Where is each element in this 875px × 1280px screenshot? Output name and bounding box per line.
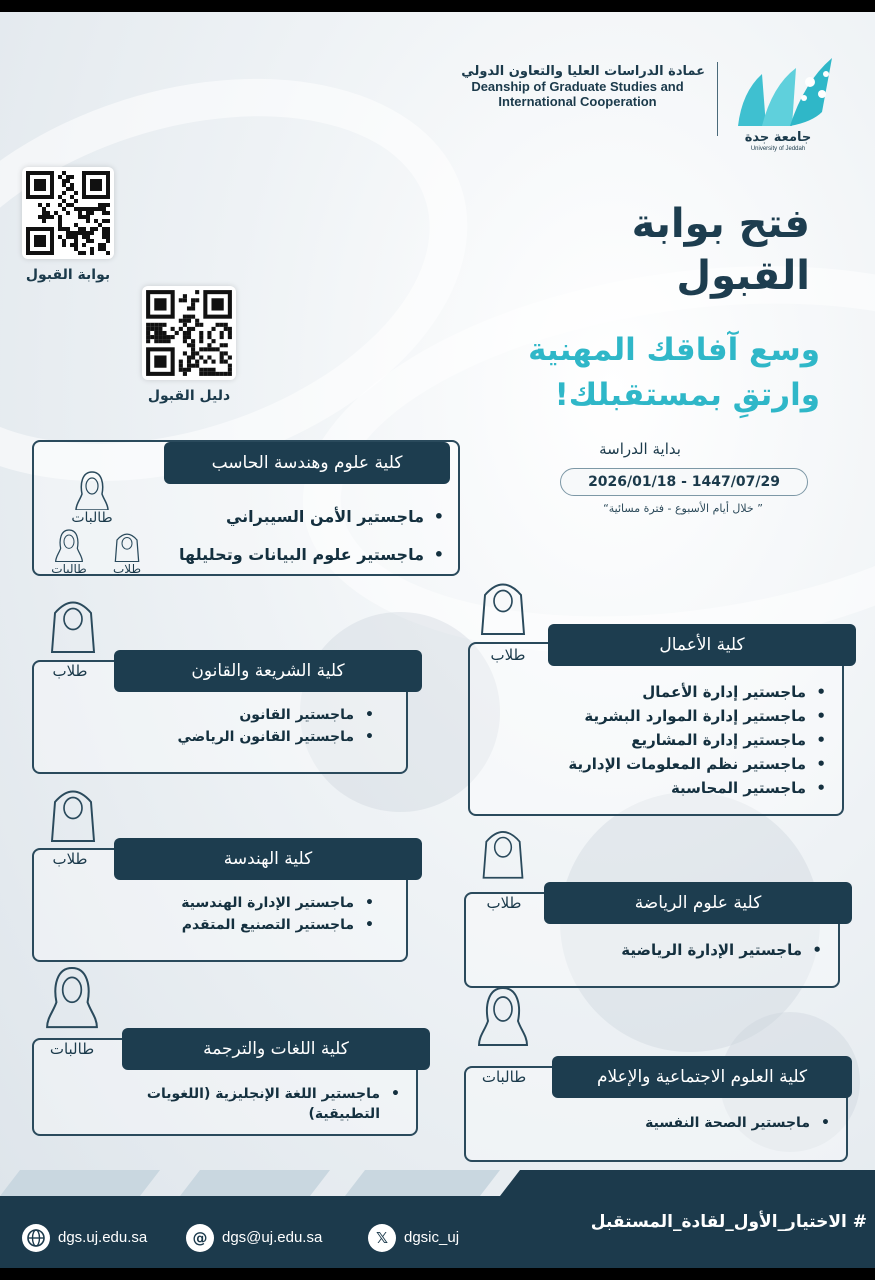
male-student-icon [476,572,530,636]
female-student-icon [44,962,100,1030]
gender-label: طلاب [490,646,526,664]
qr-code-icon [22,167,114,259]
program-item: • ماجستير إدارة المشاريع [486,728,806,752]
header-divider [717,62,718,136]
gender-label: طلاب [486,894,522,912]
female-student-icon [54,528,84,562]
program-list [486,680,828,800]
college-title: كلية علوم الرياضة [544,882,852,924]
decorative-wave [0,1170,875,1196]
university-name-arabic: جامعة جدة [744,130,812,145]
program-list [80,1084,402,1124]
admission-guide-label: دليل القبول [147,388,231,404]
admission-guide-qr[interactable] [142,286,236,380]
male-student-icon [478,820,528,880]
program-item: • ماجستير إدارة الموارد البشرية [486,704,806,728]
program-list [550,1112,832,1134]
gender-label: طالبات [481,1068,527,1086]
university-name-english: University of Jeddah [750,146,806,152]
program-list [542,938,824,962]
gender-label: طلاب [52,662,88,680]
program-list [94,892,376,936]
program-item: • ماجستير الصحة النفسية [550,1112,810,1134]
social-handle-link[interactable]: dgsic_uj [404,1229,460,1246]
website-link[interactable]: dgs.uj.edu.sa [58,1229,148,1246]
college-card-engineering [32,848,408,962]
tagline [470,328,820,418]
program-item: • ماجستير الإدارة الهندسية [94,892,354,914]
program-item: • ماجستير اللغة الإنجليزية (اللغويات التطبيقية) [80,1084,380,1124]
admission-portal-label: بوابة القبول [25,267,111,283]
program-item: • ماجستير علوم البيانات وتحليلها [124,536,424,574]
program-item: • ماجستير المحاسبة [486,776,806,800]
program-item: • ماجستير القانون [94,704,354,726]
male-student-icon [46,590,100,654]
female-student-icon [476,982,530,1048]
college-title: كلية الهندسة [114,838,422,880]
college-title: كلية علوم وهندسة الحاسب [164,442,450,484]
deanship-english-line1: Deanship of Graduate Studies and [471,79,684,94]
admission-portal-qr[interactable] [22,167,114,259]
program-item: • ماجستير نظم المعلومات الإدارية [486,752,806,776]
deanship-english-line2: International Cooperation [498,94,657,109]
title-line1: فتح بوابة [631,201,810,247]
tagline-line2: وارتقِ بمستقبلك! [554,377,820,413]
poster [0,12,875,1268]
program-item: • ماجستير القانون الرياضي [94,726,354,748]
globe-icon [22,1224,50,1252]
program-list [94,704,376,748]
study-schedule-note: ” خلال أيام الأسبوع - فترة مسائية“ [603,502,763,515]
college-card-law [32,660,408,774]
deanship-arabic: عمادة الدراسات العليا والتعاون الدولي [461,64,705,79]
college-card-sports [464,892,840,988]
deanship-header [450,64,705,109]
title-line2: القبول [676,253,810,299]
gender-label: طالبات [51,562,87,576]
program-item: • ماجستير التصنيع المتقدم [94,914,354,936]
female-student-icon [74,470,110,510]
study-start-date: 2026/01/18 - 1447/07/29 [560,468,808,496]
x-icon: 𝕏 [368,1224,396,1252]
college-title: كلية الشريعة والقانون [114,650,422,692]
gender-label: طالبات [49,1040,95,1058]
college-title: كلية العلوم الاجتماعية والإعلام [552,1056,852,1098]
program-item: • ماجستير الأمن السيبراني [124,498,424,536]
college-card-computer [32,440,460,576]
gender-label: طلاب [112,562,141,576]
gender-label: طالبات [71,510,113,526]
college-title: كلية اللغات والترجمة [122,1028,430,1070]
college-card-business [468,635,844,816]
at-icon: @ [186,1224,214,1252]
qr-code-icon [142,286,236,380]
hashtag: # الاختيار_الأول_لقادة_المستقبل [590,1212,867,1232]
footer [0,1196,875,1268]
tagline-line1: وسع آفاقك المهنية [528,332,820,368]
college-card-social [464,1066,848,1162]
male-student-icon [46,780,100,842]
program-item: • ماجستير إدارة الأعمال [486,680,806,704]
page-title [560,198,810,302]
gender-label: طلاب [52,850,88,868]
male-student-icon [112,528,142,562]
program-list [124,498,446,574]
college-card-languages [32,1038,418,1136]
college-title: كلية الأعمال [548,624,856,666]
study-start-label: بداية الدراسة [599,440,681,458]
program-item: • ماجستير الإدارة الرياضية [542,938,802,962]
email-link[interactable]: dgs@uj.edu.sa [222,1229,323,1246]
